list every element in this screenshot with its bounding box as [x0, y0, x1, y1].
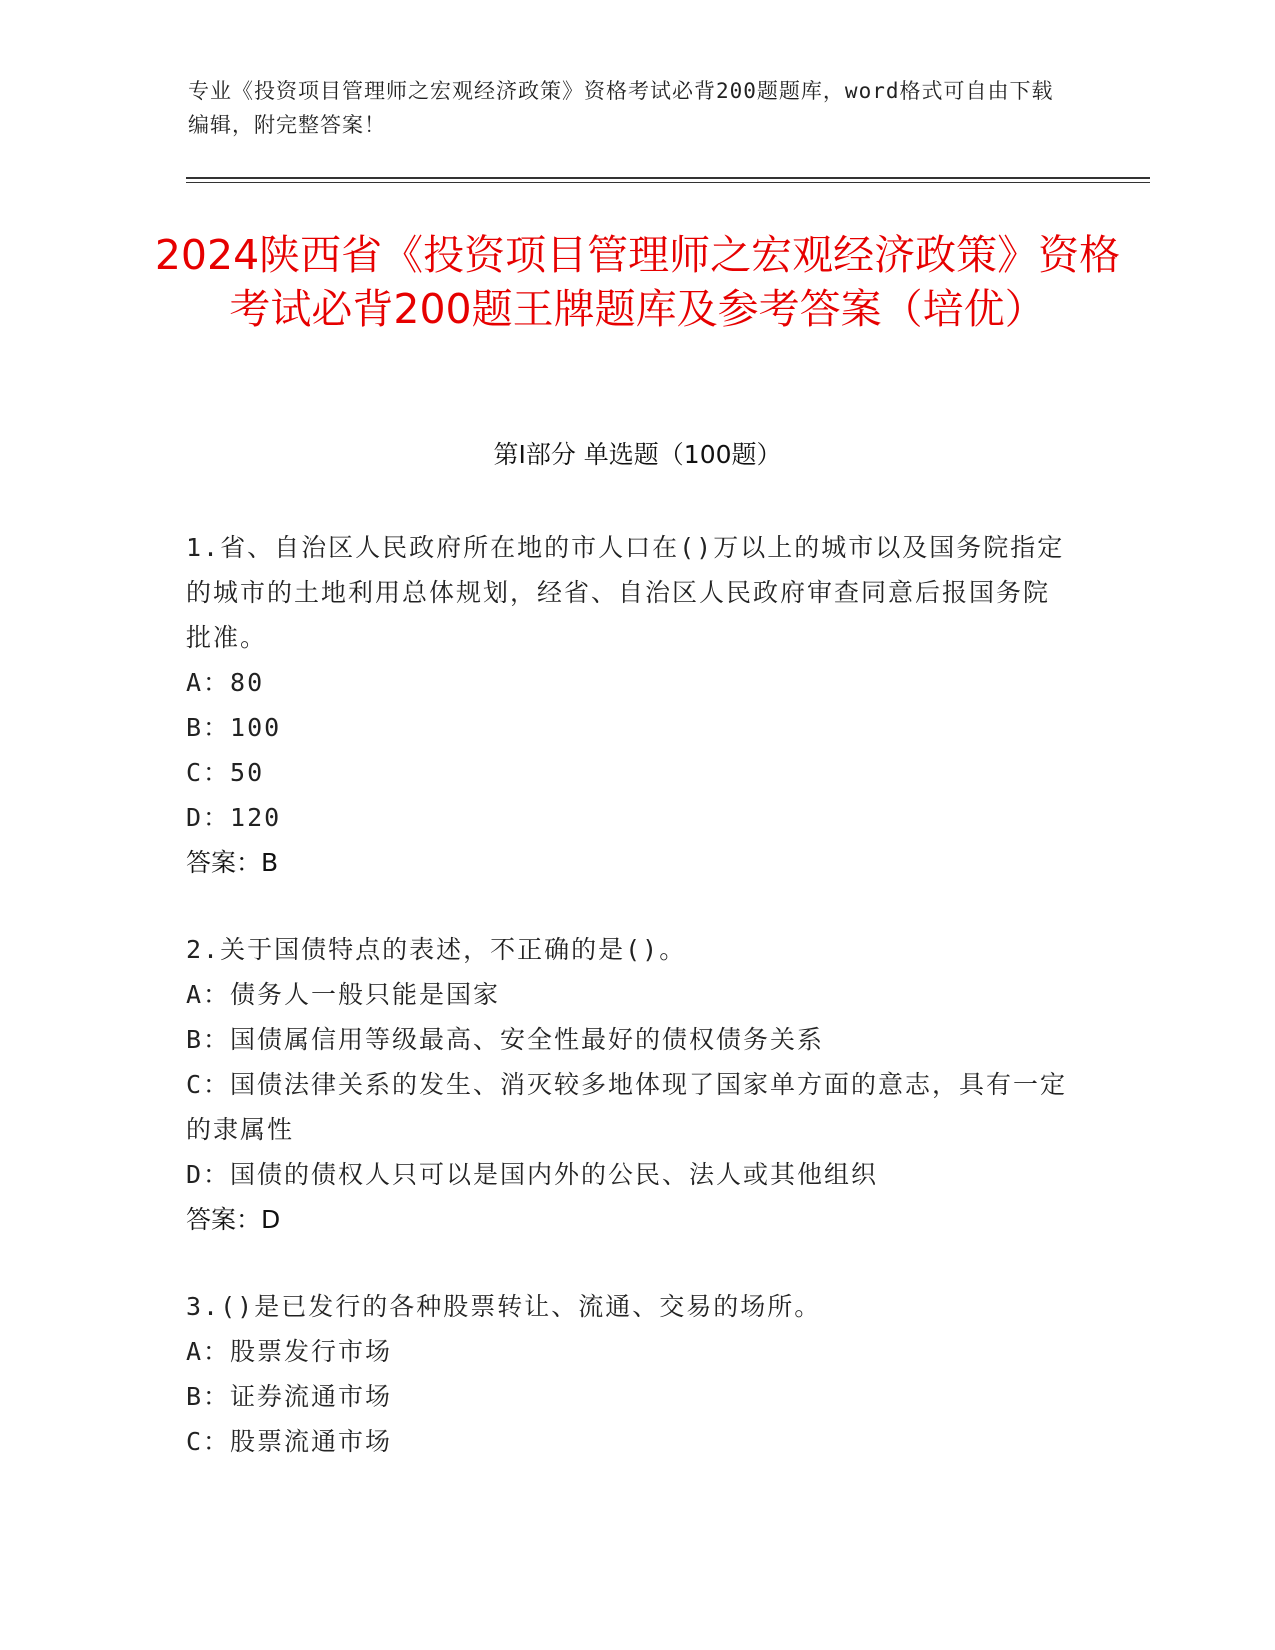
option-c: C：国债法律关系的发生、消灭较多地体现了国家单方面的意志，具有一定的隶属性 [186, 1070, 1068, 1144]
question-2 [186, 927, 1076, 1242]
document-title: 2024陕西省《投资项目管理师之宏观经济政策》资格考试必背200题王牌题库及参考答案（培优） [154, 231, 1121, 333]
option-d: D：120 [186, 803, 282, 832]
answer-line: 答案：D [186, 1205, 281, 1234]
header-divider-thick [186, 177, 1150, 179]
question-stem: 1.省、自治区人民政府所在地的市人口在()万以上的城市以及国务院指定的城市的土地利用总体规划，经省、自治区人民政府审查同意后报国务院批准。 [186, 533, 1065, 652]
header-note: 专业《投资项目管理师之宏观经济政策》资格考试必背200题题库，word格式可自由下载编辑，附完整答案！ [188, 79, 1054, 137]
option-d: D：国债的债权人只可以是国内外的公民、法人或其他组织 [186, 1160, 879, 1189]
option-b: B：证券流通市场 [186, 1382, 393, 1411]
option-c: C：50 [186, 758, 265, 787]
option-b: B：国债属信用等级最高、安全性最好的债权债务关系 [186, 1025, 825, 1054]
option-b: B：100 [186, 713, 282, 742]
question-1 [186, 525, 1076, 885]
option-a: A：80 [186, 668, 265, 697]
section-heading: 第I部分 单选题（100题） [493, 440, 782, 469]
question-list [186, 525, 1076, 1506]
option-a: A：债务人一般只能是国家 [186, 980, 501, 1009]
option-a: A：股票发行市场 [186, 1337, 393, 1366]
question-3 [186, 1284, 1076, 1464]
option-c: C：股票流通市场 [186, 1427, 393, 1456]
header-divider-thin [186, 182, 1150, 183]
question-stem: 2.关于国债特点的表述，不正确的是()。 [186, 935, 687, 964]
question-stem: 3.()是已发行的各种股票转让、流通、交易的场所。 [186, 1292, 822, 1321]
answer-line: 答案：B [186, 848, 279, 877]
